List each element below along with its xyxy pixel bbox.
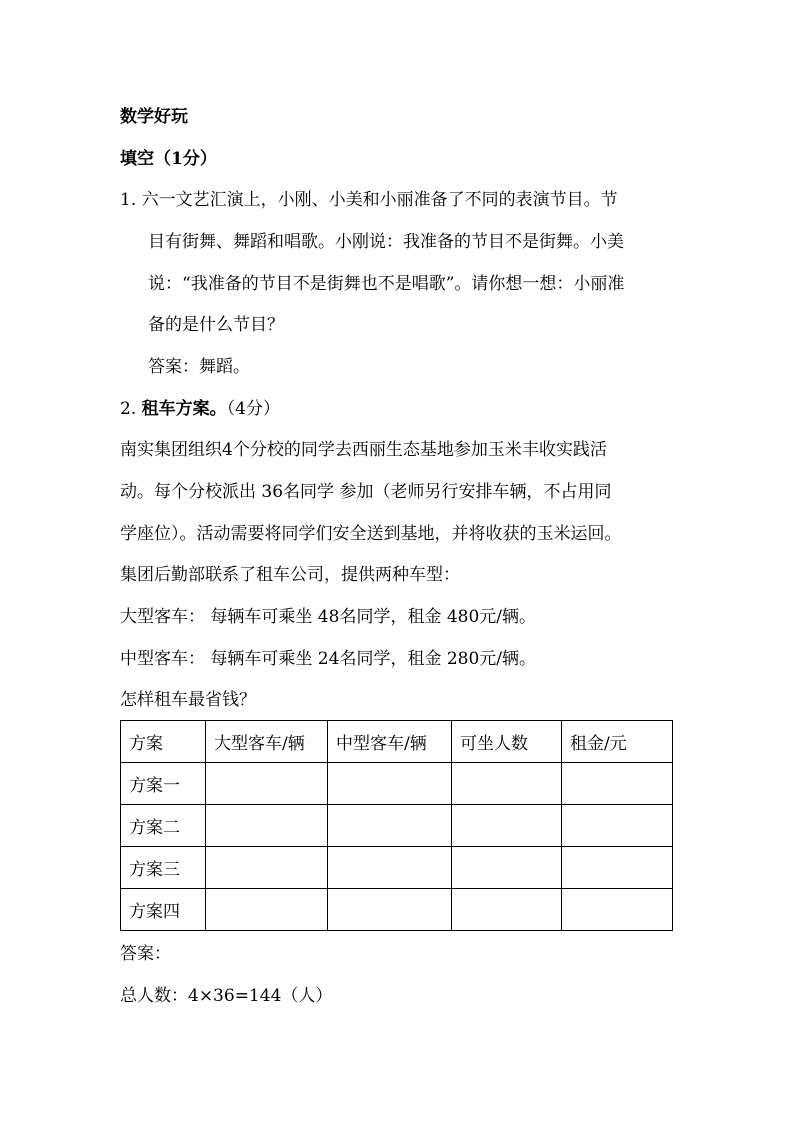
table-cell <box>452 847 562 889</box>
large-bus-info: 大型客车： 每辆车可乘坐 48名同学，租金 480元/辆。 <box>120 607 537 627</box>
table-row <box>121 805 673 847</box>
q2-paragraph-line-1: 南实集团组织4个分校的同学去西丽生态基地参加玉米丰收实践活 <box>120 440 607 460</box>
header-capacity: 可坐人数 <box>452 721 562 763</box>
q1-text-line-1: 1. 六一文艺汇演上，小刚、小美和小丽准备了不同的表演节目。节 <box>120 190 618 210</box>
table-cell <box>452 763 562 805</box>
header-large-bus: 大型客车/辆 <box>206 721 328 763</box>
table-cell <box>206 847 328 889</box>
header-rent: 租金/元 <box>562 721 673 763</box>
q2-answer-label: 答案： <box>120 944 171 964</box>
table-cell <box>328 889 452 931</box>
table-cell <box>328 805 452 847</box>
table-cell <box>452 805 562 847</box>
q2-number: 2. <box>120 399 142 419</box>
row-label: 方案三 <box>121 847 206 889</box>
table-header-row <box>121 721 673 763</box>
row-label: 方案一 <box>121 763 206 805</box>
table-cell <box>328 763 452 805</box>
q2-title-bold: 租车方案。 <box>141 399 227 419</box>
table-row <box>121 763 673 805</box>
q1-text-line-4: 备的是什么节目？ <box>148 315 284 335</box>
header-medium-bus: 中型客车/辆 <box>328 721 452 763</box>
q2-title <box>120 401 280 418</box>
q2-answer-line-1: 总人数：4×36=144（人） <box>120 986 333 1006</box>
q2-paragraph-line-2: 动。每个分校派出 36名同学 参加（老师另行安排车辆，不占用同 <box>120 482 612 502</box>
table-cell <box>206 805 328 847</box>
table-row <box>121 847 673 889</box>
q2-paragraph-line-3: 学座位）。活动需要将同学们安全送到基地，并将收获的玉米运回。 <box>120 524 622 544</box>
table-cell <box>562 805 673 847</box>
q1-text-line-2: 目有街舞、舞蹈和唱歌。小刚说：我准备的节目不是街舞。小美 <box>148 232 624 252</box>
section-title: 填空（1分） <box>120 149 217 169</box>
table-cell <box>452 889 562 931</box>
table-cell <box>206 763 328 805</box>
row-label: 方案二 <box>121 805 206 847</box>
header-plan: 方案 <box>121 721 206 763</box>
q1-text-line-3: 说：“我准备的节目不是街舞也不是唱歌”。请你想一想：小丽准 <box>148 274 625 294</box>
q2-points: （4分） <box>226 399 280 419</box>
table-cell <box>562 763 673 805</box>
table-cell <box>206 889 328 931</box>
rental-plan-table <box>120 720 673 931</box>
q2-question: 怎样租车最省钱？ <box>120 690 256 710</box>
q1-answer: 答案：舞蹈。 <box>148 357 250 377</box>
table-cell <box>328 847 452 889</box>
table-row <box>121 889 673 931</box>
q2-paragraph-line-4: 集团后勤部联系了租车公司，提供两种车型： <box>120 565 460 585</box>
table-cell <box>562 889 673 931</box>
page-heading: 数学好玩 <box>120 107 188 127</box>
medium-bus-info: 中型客车： 每辆车可乘坐 24名同学，租金 280元/辆。 <box>120 649 537 669</box>
table-cell <box>562 847 673 889</box>
row-label: 方案四 <box>121 889 206 931</box>
